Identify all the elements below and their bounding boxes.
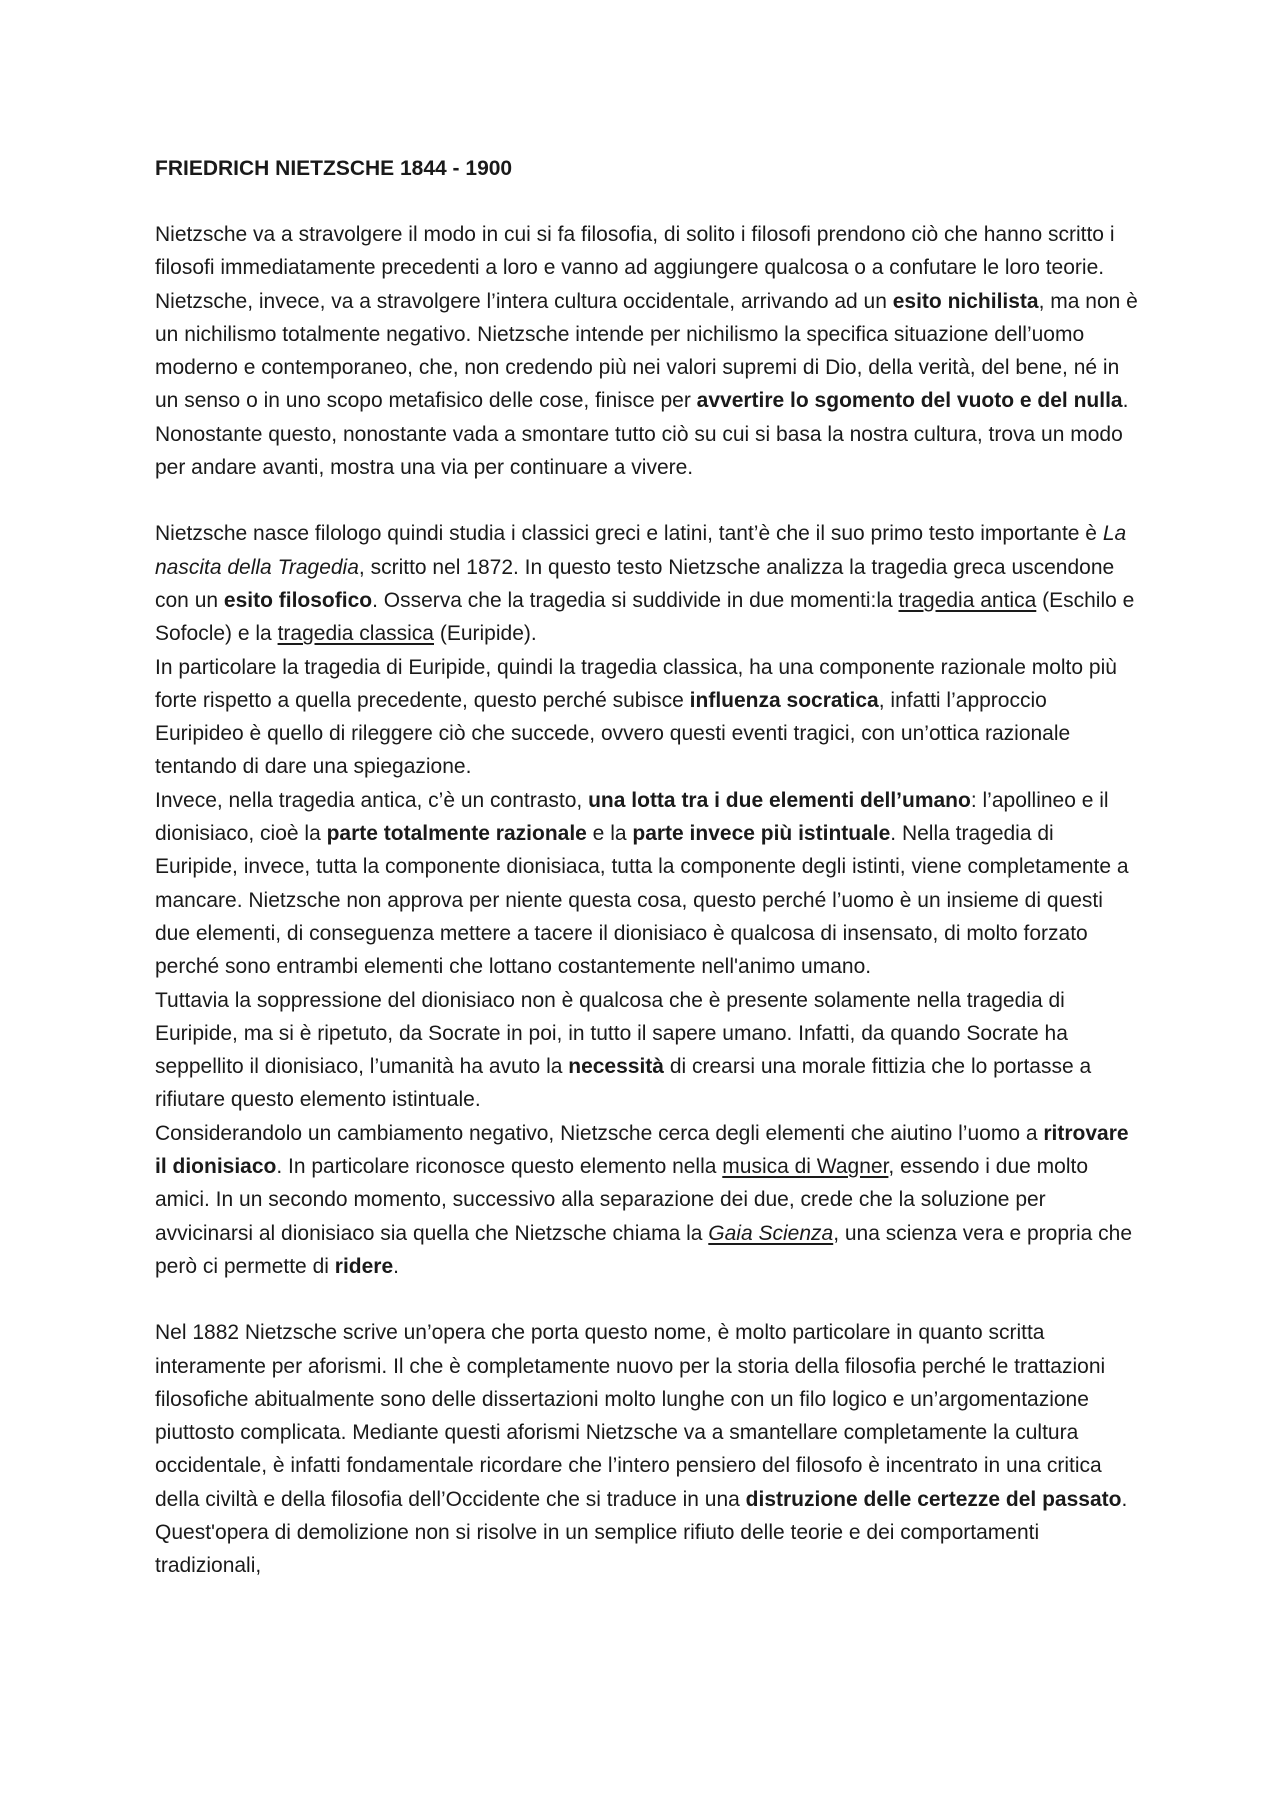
bold-text: parte totalmente razionale — [326, 822, 587, 846]
text-run: Invece, nella tragedia antica, c’è un contrasto, — [155, 788, 589, 812]
paragraph — [155, 1117, 1140, 1283]
bold-text: ritrovare il dionisiaco — [155, 1121, 1129, 1179]
text-run: , essendo i due molto amici. In un secondo momento, successivo alla separazione dei due, crede che la soluzione per avvicinarsi al dionisiaco sia quella che Nietzsche chiama la — [155, 1155, 1089, 1245]
bold-text: influenza socratica — [689, 688, 879, 712]
underlined-text: musica di Wagner — [722, 1155, 889, 1179]
bold-text: distruzione delle certezze del passato — [745, 1487, 1122, 1511]
underlined-text: tragedia antica — [898, 588, 1037, 612]
bold-text: necessità — [568, 1055, 664, 1079]
text-run: , ma non è un nichilismo totalmente negativo. Nietzsche intende per nichilismo la specifica situazione dell’uomo moderno e contemporaneo, che, non credendo più nei valori supremi di Dio, della verità, del bene, né in un senso o in uno scopo metafisico delle cose, finisce per — [155, 289, 1138, 413]
underlined-text: tragedia classica — [277, 622, 434, 646]
text-run: . Nonostante questo, nonostante vada a smontare tutto ciò su cui si basa la nostra cultura, trova un modo per andare avanti, mostra una via per continuare a vivere. — [155, 389, 1129, 480]
text-run: . Nella tragedia di Euripide, invece, tutta la componente dionisiaca, tutta la componente degli istinti, viene completamente a mancare. Nietzsche non approva per niente questa cosa, questo perché l’uomo è un insieme di questi due elementi, di conseguenza mettere a tacere il dionisiaco è qualcosa di insensato, di molto forzato perché sono entrambi elementi che lottano costantemente nell'animo umano. — [155, 822, 1129, 979]
text-run: , una scienza vera e propria che però ci permette di — [155, 1221, 1133, 1278]
paragraph-spacer — [155, 484, 1140, 517]
text-run: (Euripide). — [434, 622, 537, 646]
text-run: Considerandolo un cambiamento negativo, Nietzsche cerca degli elementi che aiutino l’uomo a — [155, 1121, 1044, 1145]
paragraph — [155, 784, 1140, 984]
text-run: . — [393, 1254, 399, 1278]
bold-text: una lotta tra i due elementi dell’umano — [588, 788, 971, 812]
text-run: . Quest'opera di demolizione non si risolve in un semplice rifiuto delle teorie e dei comportamenti tradizionali, — [155, 1487, 1128, 1578]
text-run: e la — [586, 822, 633, 846]
text-run: Tuttavia la soppressione del dionisiaco non è qualcosa che è presente solamente nella tragedia di Euripide, ma si è ripetuto, da Socrate in poi, in tutto il sapere umano. Infatti, da quando Socrate ha seppellito il dionisiaco, l’umanità ha avuto la — [155, 988, 1068, 1079]
text-run: Nietzsche nasce filologo quindi studia i classici greci e latini, tant’è che il suo primo testo importante è — [155, 522, 1103, 546]
text-run: di crearsi una morale fittizia che lo portasse a rifiutare questo elemento istintuale. — [155, 1055, 1092, 1112]
bold-text: parte invece più istintuale — [632, 822, 891, 846]
text-run: . In particolare riconosce questo elemento nella — [276, 1155, 723, 1179]
paragraph — [155, 651, 1140, 784]
italic-text: La nascita della Tragedia — [155, 522, 1127, 579]
italic-underlined-text: Gaia Scienza — [708, 1221, 834, 1245]
text-run: , scritto nel 1872. In questo testo Nietzsche analizza la tragedia greca uscendone con un — [155, 555, 1115, 612]
paragraph — [155, 517, 1140, 650]
bold-text: avvertire lo sgomento del vuoto e del nulla — [696, 389, 1123, 413]
paragraph — [155, 1316, 1140, 1582]
bold-text: esito nichilista — [892, 289, 1039, 313]
text-run: Nel 1882 Nietzsche scrive un’opera che porta questo nome, è molto particolare in quanto scritta interamente per aforismi. Il che è completamente nuovo per la storia della filosofia perché le trattazioni filosofiche abitualmente sono delle dissertazioni molto lunghe con un filo logico e un’argomentazione piuttosto complicata. Mediante questi aforismi Nietzsche va a smantellare completamente la cultura occidentale, è infatti fondamentale ricordare che l’intero pensiero del filosofo è incentrato in una critica della civiltà e della filosofia dell’Occidente che si traduce in una — [155, 1321, 1106, 1511]
text-run: , infatti l’approccio Euripideo è quello di rileggere ciò che succede, ovvero questi eventi tragici, con un’ottica razionale tentando di dare una spiegazione. — [155, 688, 1071, 779]
document-body — [155, 218, 1140, 1583]
paragraph-spacer — [155, 1283, 1140, 1316]
text-run: In particolare la tragedia di Euripide, quindi la tragedia classica, ha una componente razionale molto più forte rispetto a quella precedente, questo perché subisce — [155, 655, 1117, 712]
document-page — [155, 152, 1140, 1583]
bold-text: esito filosofico — [223, 588, 373, 612]
text-run: Nietzsche va a stravolgere il modo in cui si fa filosofia, di solito i filosofi prendono ciò che hanno scritto i filosofi immediatamente precedenti a loro e vanno ad aggiungere qualcosa o a confutare le loro teorie. Nietzsche, invece, va a stravolgere l’intera cultura occidentale, arrivando ad un — [155, 223, 1115, 313]
document-title: FRIEDRICH NIETZSCHE 1844 - 1900 — [155, 157, 513, 180]
paragraph — [155, 984, 1140, 1117]
text-run: : l’apollineo e il dionisiaco, cioè la — [155, 788, 1109, 846]
text-run: . Osserva che la tragedia si suddivide in due momenti:la — [372, 588, 899, 612]
text-run: (Eschilo e Sofocle) e la — [155, 588, 1135, 646]
bold-text: ridere — [334, 1254, 394, 1278]
paragraph — [155, 218, 1140, 484]
